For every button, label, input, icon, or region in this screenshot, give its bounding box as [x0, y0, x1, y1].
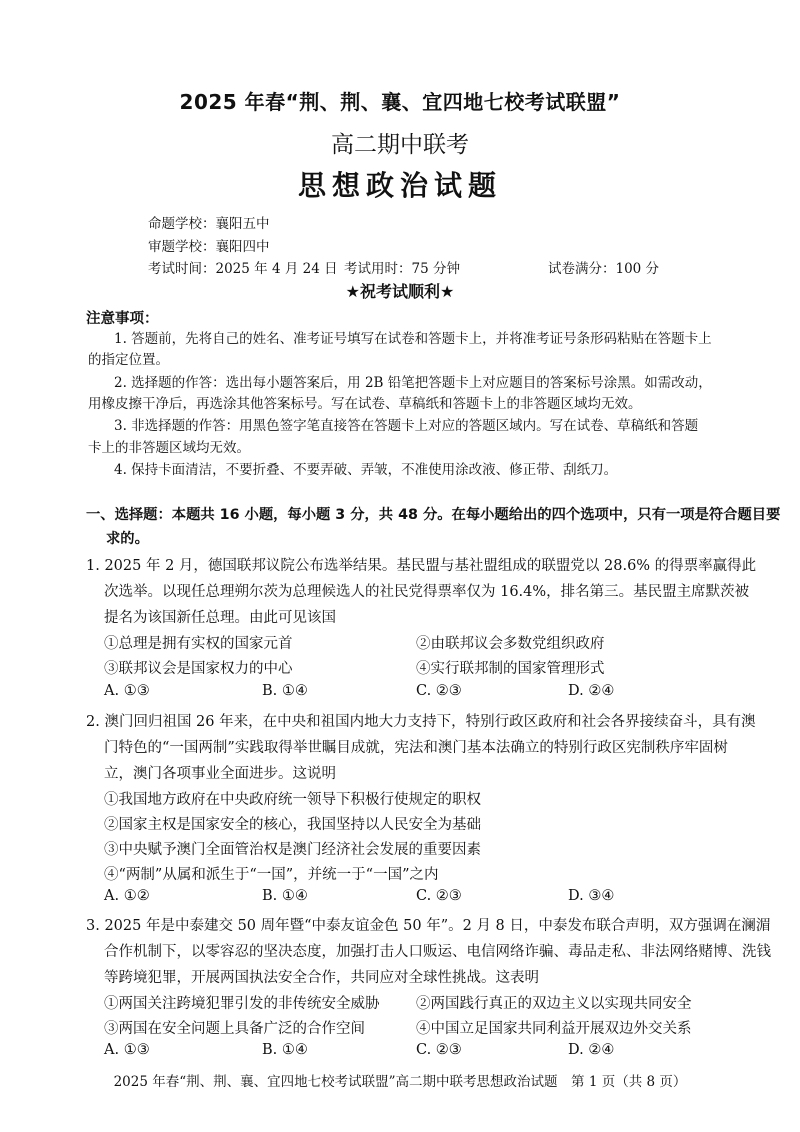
notice-line: 用橡皮擦干净后，再选涂其他答案标号。写在试卷、草稿纸和答题卡上的非答题区域均无效。 [88, 396, 642, 412]
question-2-item: ③中央赋予澳门全面管治权是澳门经济社会发展的重要因素 [104, 842, 481, 858]
notice-line: 的指定位置。 [88, 352, 169, 368]
question-3-item: ④中国立足国家共同利益开展双边外交关系 [416, 1021, 692, 1037]
alliance-title: 2025 年春“荆、荆、襄、宜四地七校考试联盟” [179, 90, 621, 114]
question-3-choice-a[interactable]: A. ①③ [104, 1042, 150, 1058]
section-heading-cont: 求的。 [106, 531, 149, 547]
question-1-choice-a[interactable]: A. ①③ [104, 683, 150, 699]
question-1-item: ④实行联邦制的国家管理形式 [416, 661, 605, 677]
question-1-item: ③联邦议会是国家权力的中心 [104, 661, 293, 677]
question-1-stem: 提名为该国新任总理。由此可见该国 [104, 610, 336, 626]
setter-school: 命题学校：襄阳五中 [148, 216, 270, 232]
exam-date: 考试时间：2025 年 4 月 24 日 [148, 261, 338, 277]
notice-title: 注意事项： [86, 311, 159, 327]
question-3-item: ③两国在安全问题上具备广泛的合作空间 [104, 1021, 365, 1037]
question-2-item: ①我国地方政府在中央政府统一领导下积极行使规定的职权 [104, 792, 481, 808]
question-2-stem: 立，澳门各项事业全面进步。这说明 [104, 766, 336, 782]
subject-title: 思想政治试题 [297, 169, 502, 202]
question-2-choice-a[interactable]: A. ①② [104, 888, 150, 904]
question-2-choice-d[interactable]: D. ③④ [568, 888, 615, 904]
question-2-item: ②国家主权是国家安全的核心，我国坚持以人民安全为基础 [104, 817, 481, 833]
reviewer-school: 审题学校：襄阳四中 [148, 239, 270, 255]
question-2-choice-c[interactable]: C. ②③ [416, 888, 462, 904]
question-3-stem: 等跨境犯罪，开展两国执法安全合作，共同应对全球性挑战。这表明 [104, 970, 539, 986]
notice-line: 3. 非选择题的作答：用黑色签字笔直接答在答题卡上对应的答题区域内。写在试卷、草稿纸和答题 [114, 418, 699, 434]
question-3-stem: 3. 2025 年是中泰建交 50 周年暨“中泰友谊金色 50 年”。2 月 8 日，中泰发布联合声明，双方强调在澜湄 [86, 918, 771, 934]
good-luck: ★祝考试顺利★ [345, 282, 455, 301]
question-1-choice-c[interactable]: C. ②③ [416, 683, 462, 699]
question-1-stem: 1. 2025 年 2 月，德国联邦议院公布选举结果。基民盟与基社盟组成的联盟党以 28.6% 的得票率赢得此 [86, 558, 757, 574]
question-3-item: ②两国践行真正的双边主义以实现共同安全 [416, 996, 692, 1012]
notice-line: 1. 答题前，先将自己的姓名、准考证号填写在试卷和答题卡上，并将准考证号条形码粘贴在答题卡上 [114, 331, 712, 347]
question-1-choice-b[interactable]: B. ①④ [262, 683, 308, 699]
notice-line: 4. 保持卡面清洁，不要折叠、不要弄破、弄皱，不准使用涂改液、修正带、刮纸刀。 [114, 462, 618, 478]
question-1-item: ②由联邦议会多数党组织政府 [416, 636, 605, 652]
notice-line: 卡上的非答题区域均无效。 [88, 440, 250, 456]
question-1-item: ①总理是拥有实权的国家元首 [104, 636, 293, 652]
page-footer: 2025 年春“荆、荆、襄、宜四地七校考试联盟”高二期中联考思想政治试题 第 1 页（共 8 页） [113, 1074, 687, 1090]
question-3-choice-b[interactable]: B. ①④ [262, 1042, 308, 1058]
notice-line: 2. 选择题的作答：选出每小题答案后，用 2B 铅笔把答题卡上对应题目的答案标号涂黑。如需改动， [114, 375, 712, 391]
full-score: 试卷满分：100 分 [548, 261, 660, 277]
question-1-choice-d[interactable]: D. ②④ [568, 683, 615, 699]
question-3-stem: 合作机制下，以零容忍的坚决态度，加强打击人口贩运、电信网络诈骗、毒品走私、非法网络赌博、洗钱 [104, 944, 771, 960]
question-2-item: ④“两制”从属和派生于“一国”，并统一于“一国”之内 [104, 867, 439, 883]
question-2-stem: 2. 澳门回归祖国 26 年来，在中央和祖国内地大力支持下，特别行政区政府和社会各界接续奋斗，具有澳 [86, 714, 756, 730]
question-1-stem: 次选举。以现任总理朔尔茨为总理候选人的社民党得票率仅为 16.4%，排名第三。基民盟主席默茨被 [104, 584, 750, 600]
exam-name: 高二期中联考 [331, 132, 469, 158]
question-3-item: ①两国关注跨境犯罪引发的非传统安全威胁 [104, 996, 380, 1012]
question-3-choice-c[interactable]: C. ②③ [416, 1042, 462, 1058]
question-3-choice-d[interactable]: D. ②④ [568, 1042, 615, 1058]
question-2-choice-b[interactable]: B. ①④ [262, 888, 308, 904]
section-heading: 一、选择题：本题共 16 小题，每小题 3 分，共 48 分。在每小题给出的四个选项中，只有一项是符合题目要 [86, 507, 781, 523]
exam-duration: 考试用时：75 分钟 [344, 261, 460, 277]
question-2-stem: 门特色的“一国两制”实践取得举世瞩目成就，宪法和澳门基本法确立的特别行政区宪制秩序牢固树 [104, 740, 728, 756]
